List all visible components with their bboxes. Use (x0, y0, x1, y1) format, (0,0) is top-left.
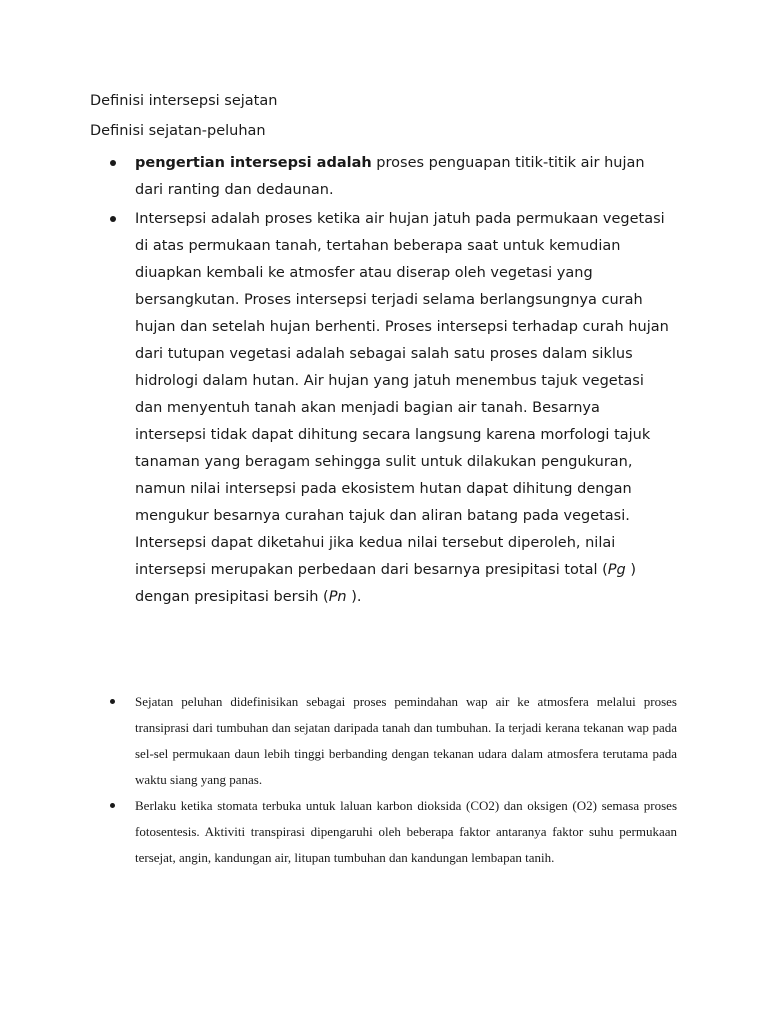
symbol-pn: Pn (328, 589, 347, 605)
list-item-text-between: ) dengan presipitasi bersih ( (135, 562, 636, 605)
interception-list (135, 150, 675, 611)
symbol-pg: Pg (607, 562, 626, 578)
list-item-text-end: ). (346, 589, 362, 605)
evapotranspiration-list (135, 689, 677, 871)
bullet-icon (110, 160, 116, 166)
bullet-icon (110, 699, 115, 704)
list-item-text: Intersepsi adalah proses ketika air hujan jatuh pada permukaan vegetasi di atas permukaan tanah, tertahan beberapa saat untuk kemudian diuapkan kembali ke atmosfer atau diserap oleh vegetasi yang bersangkutan. Proses intersepsi terjadi selama berlangsungnya curah hujan dan setelah hujan berhenti. Proses intersepsi terhadap curah hujan dari tutupan vegetasi adalah sebagai salah satu proses dalam siklus hidrologi dalam hutan. Air hujan yang jatuh menembus tajuk vegetasi dan menyentuh tanah akan menjadi bagian air tanah. Besarnya intersepsi tidak dapat dihitung secara langsung karena morfologi tajuk tanaman yang beragam sehingga sulit untuk dilakukan pengukuran, namun nilai intersepsi pada ekosistem hutan dapat dihitung dengan mengukur besarnya curahan tajuk dan aliran batang pada vegetasi. Intersepsi dapat diketahui jika kedua nilai tersebut diperoleh, nilai intersepsi merupakan perbedaan dari besarnya presipitasi total ( (135, 211, 669, 578)
heading-evapotranspiration-definition: Definisi sejatan-peluhan (90, 123, 266, 139)
list-item (135, 689, 677, 793)
list-item-text: Berlaku ketika stomata terbuka untuk laluan karbon dioksida (CO2) dan oksigen (O2) semasa proses fotosentesis. Aktiviti transpirasi dipengaruhi oleh beberapa faktor antaranya faktor suhu permukaan tersejat, angin, kandungan air, litupan tumbuhan dan kandungan lembapan tanih. (135, 798, 677, 865)
bold-term: pengertian intersepsi adalah (135, 155, 372, 171)
bullet-icon (110, 216, 116, 222)
list-item-text: proses penguapan titik-titik air hujan dari ranting dan dedaunan. (135, 155, 645, 198)
list-item-text: Sejatan peluhan didefinisikan sebagai proses pemindahan wap air ke atmosfera melalui proses transiprasi dari tumbuhan dan sejatan daripada tanah dan tumbuhan. Ia terjadi kerana tekanan wap pada sel-sel permukaan daun lebih tinggi berbanding dengan tekanan udara dalam atmosfera terutama pada waktu siang yang panas. (135, 694, 677, 787)
list-item (135, 206, 675, 611)
list-item (135, 793, 677, 871)
list-item (135, 150, 675, 204)
bullet-icon (110, 803, 115, 808)
heading-interception-definition: Definisi intersepsi sejatan (90, 93, 278, 109)
